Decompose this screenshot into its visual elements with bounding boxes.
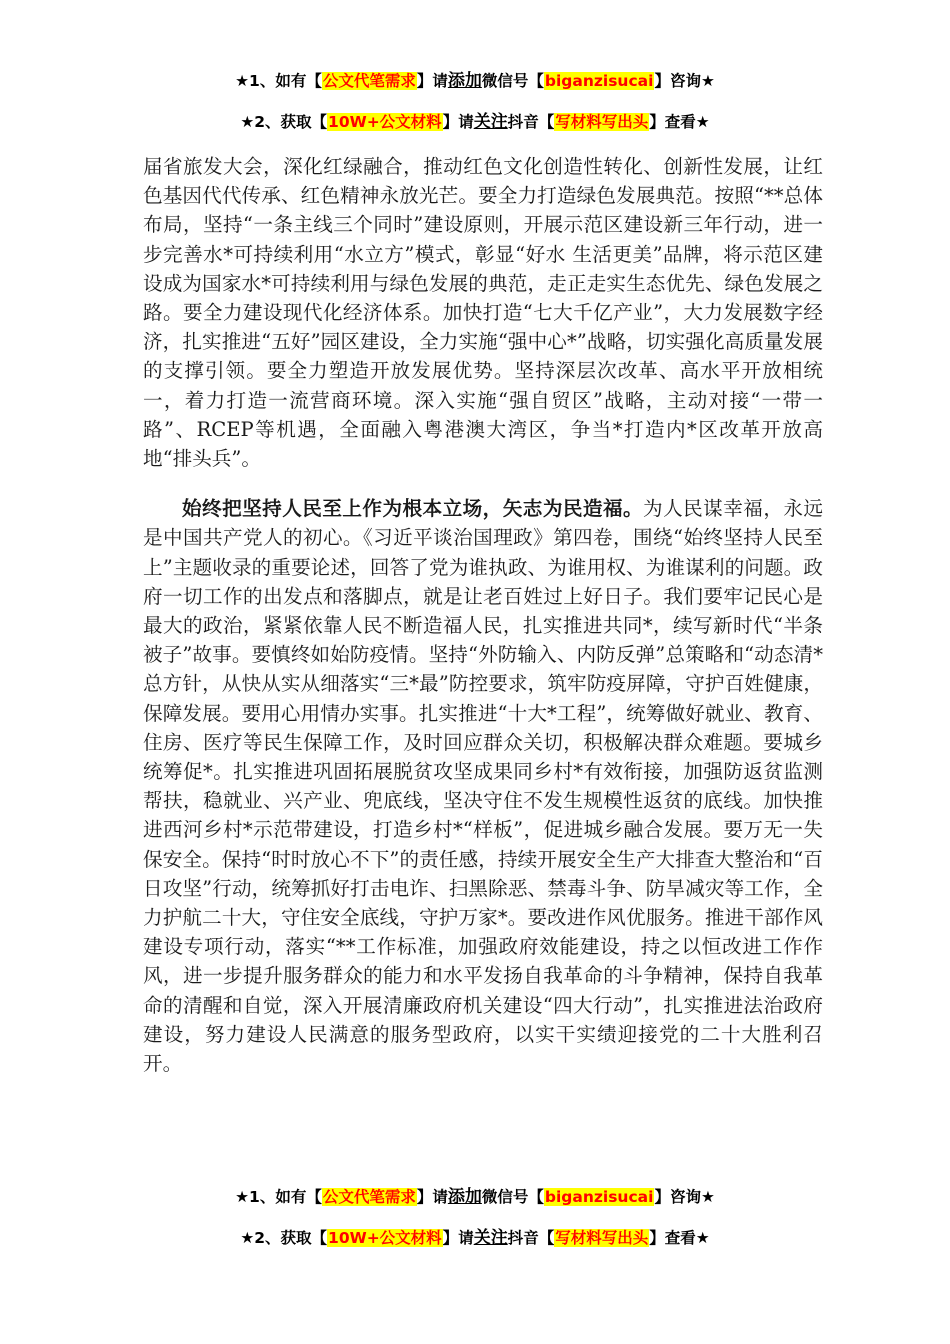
wechat-id: biganzisucai — [544, 72, 654, 90]
banner-text: 抖音【 — [507, 1229, 555, 1247]
highlight-text: 公文代笔需求 — [322, 72, 416, 90]
banner-text: ★1、如有【 — [235, 72, 322, 90]
header-banner-line-2 — [0, 111, 950, 133]
footer-banner-line-1 — [0, 1186, 950, 1208]
douyin-account: 写材料写出头 — [555, 1229, 649, 1247]
highlight-text: 10W+公文材料 — [328, 1229, 442, 1247]
footer-banner-line-2 — [0, 1227, 950, 1249]
banner-text: 微信号【 — [481, 1188, 544, 1206]
douyin-account: 写材料写出头 — [555, 113, 649, 131]
body-text — [143, 152, 823, 1078]
banner-text: 】请 — [442, 113, 474, 131]
paragraph-body: 为人民谋幸福，永远是中国共产党人的初心。《习近平谈治国理政》第四卷，围绕“始终坚持人民至上”主题收录的重要论述，回答了党为谁执政、为谁用权、为谁谋利的问题。政府一切工作的出发点和落脚点，就是让老百姓过上好日子。我们要牢记民心是最大的政治，紧紧依靠人民不断造福人民，扎实推进共同*，续写新时代“半条被子”故事。要慎终如始防疫情。坚持“外防输入、内防反弹”总策略和“动态清*总方针，从快从实从细落实“三*最”防控要求，筑牢防疫屏障，守护百姓健康，保障发展。要用心用情办实事。扎实推进“十大*工程”，统筹做好就业、教育、住房、医疗等民生保障工作，及时回应群众关切，积极解决群众难题。要城乡统筹促*。扎实推进巩固拓展脱贫攻坚成果同乡村*有效衔接，加强防返贫监测帮扶，稳就业、兴产业、兜底线，坚决守住不发生规模性返贫的底线。加快推进西河乡村*示范带建设，打造乡村*“样板”，促进城乡融合发展。要万无一失保安全。保持“时时放心不下”的责任感，持续开展安全生产大排查大整治和“百日攻坚”行动，统筹抓好打击电诈、扫黑除恶、禁毒斗争、防旱减灾等工作，全力护航二十大，守住安全底线，守护万家*。要改进作风优服务。推进干部作风建设专项行动，落实“**工作标准，加强政府效能建设，持之以恒改进工作作风，进一步提升服务群众的能力和水平发扬自我革命的斗争精神，保持自我革命的清醒和自觉，深入开展清廉政府机关建设“四大行动”，扎实推进法治政府建设，努力建设人民满意的服务型政府，以实干实绩迎接党的二十大胜利召开。 — [143, 497, 824, 1076]
paragraph-lead-sentence: 始终把坚持人民至上作为根本立场，矢志为民造福。 — [182, 497, 644, 521]
banner-text: 】请 — [442, 1229, 474, 1247]
highlight-text: 公文代笔需求 — [322, 1188, 416, 1206]
banner-text: ★2、获取【 — [240, 113, 328, 131]
banner-text: 】咨询★ — [654, 72, 715, 90]
paragraph-1: 届省旅发大会，深化红绿融合，推动红色文化创造性转化、创新性发展，让红色基因代代传承、红色精神永放光芒。要全力打造绿色发展典范。按照“**总体布局，坚持“一条主线三个同时”建设原则，开展示范区建设新三年行动，进一步完善水*可持续利用“水立方”模式，彰显“好水 生活更美”品牌，将示范区建设成为国家水*可持续利用与绿色发展的典范，走正走实生态优先、绿色发展之路。要全力建设现代化经济体系。加快打造“七大千亿产业”，大力发展数字经济，扎实推进“五好”园区建设，全力实施“强中心*”战略，切实强化高质量发展的支撑引领。要全力塑造开放发展优势。坚持深层次改革、高水平开放相统一，着力打造一流营商环境。深入实施“强自贸区”战略，主动对接“一带一路”、RCEP等机遇，全面融入粤港澳大湾区，争当*打造内*区改革开放高地“排头兵”。 — [143, 155, 823, 471]
banner-text: 】请 — [416, 1188, 448, 1206]
banner-text: ★2、获取【 — [240, 1229, 328, 1247]
underlined-text: 添加 — [447, 1187, 482, 1207]
banner-text: 抖音【 — [507, 113, 555, 131]
banner-text: ★1、如有【 — [235, 1188, 322, 1206]
banner-text: 】请 — [416, 72, 448, 90]
banner-text: 】咨询★ — [654, 1188, 715, 1206]
header-banner-line-1 — [0, 70, 950, 92]
underlined-text: 关注 — [473, 1228, 508, 1248]
underlined-text: 关注 — [473, 112, 508, 132]
wechat-id: biganzisucai — [544, 1188, 654, 1206]
paragraph-2 — [143, 494, 823, 1078]
banner-text: 】查看★ — [649, 113, 710, 131]
banner-text: 】查看★ — [649, 1229, 710, 1247]
banner-text: 微信号【 — [481, 72, 544, 90]
highlight-text: 10W+公文材料 — [328, 113, 442, 131]
underlined-text: 添加 — [447, 71, 482, 91]
